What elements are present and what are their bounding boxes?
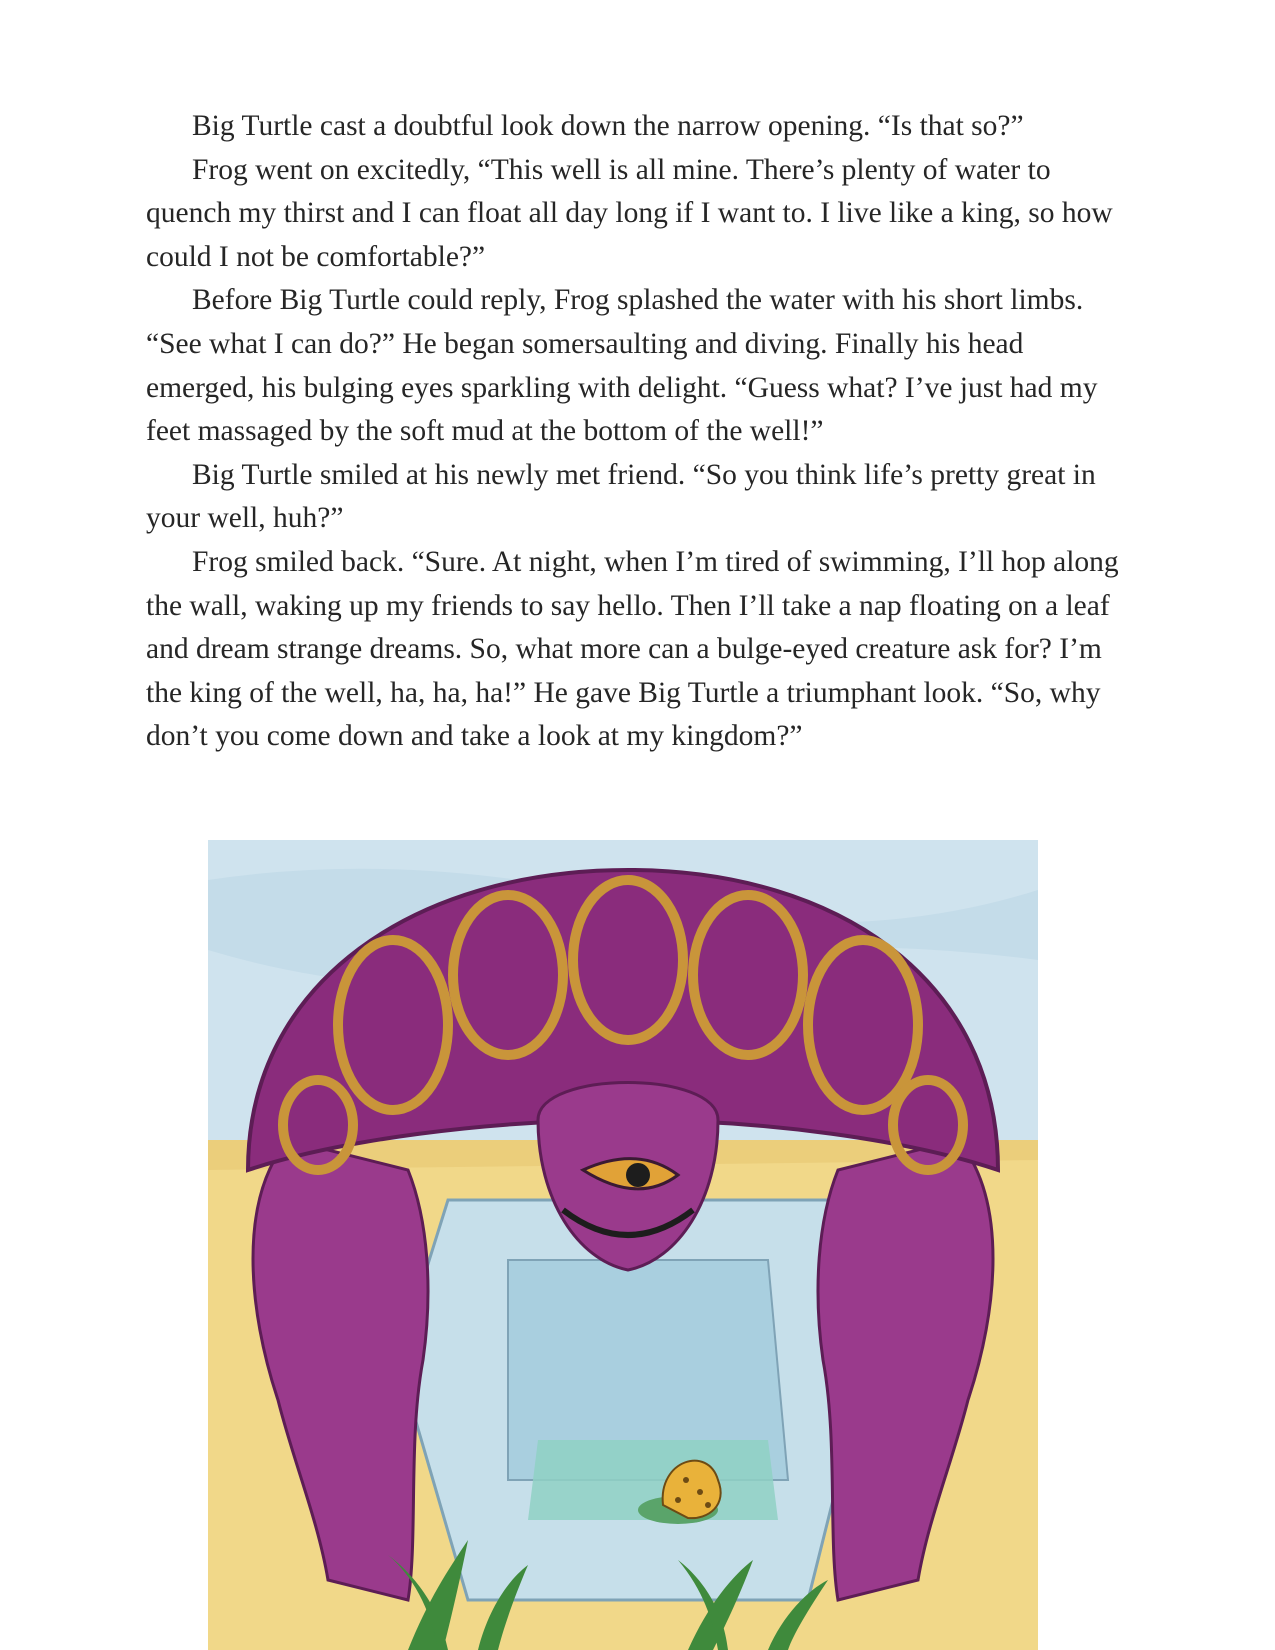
paragraph: Frog smiled back. “Sure. At night, when I’m tired of swimming, I’ll hop along the wall, waking up my friends to say hello. Then I’ll take a nap floating on a leaf and dream strange dreams. So, what more can a bulge-eyed creature ask for? I’m the king of the well, ha, ha, ha!” He gave Big Turtle a triumphant look. “So, why don’t you come down and take a look at my kingdom?” bbox=[146, 545, 1119, 753]
paragraph: Big Turtle smiled at his newly met friend. “So you think life’s pretty great in your well, huh?” bbox=[146, 458, 1096, 535]
paragraph: Before Big Turtle could reply, Frog splashed the water with his short limbs. “See what I can do?” He began somersaulting and diving. Finally his head emerged, his bulging eyes sparkling with delight. “Guess what? I’ve just had my feet massaged by the soft mud at the bottom of the well!” bbox=[146, 284, 1098, 448]
paragraph: Frog went on excitedly, “This well is all mine. There’s plenty of water to quench my thirst and I can float all day long if I want to. I live like a king, so how could I not be comfortable?” bbox=[146, 153, 1113, 273]
turtle-frog-illustration bbox=[208, 840, 1038, 1650]
paragraph: Big Turtle cast a doubtful look down the narrow opening. “Is that so?” bbox=[192, 110, 1024, 142]
story-text bbox=[146, 105, 1131, 759]
